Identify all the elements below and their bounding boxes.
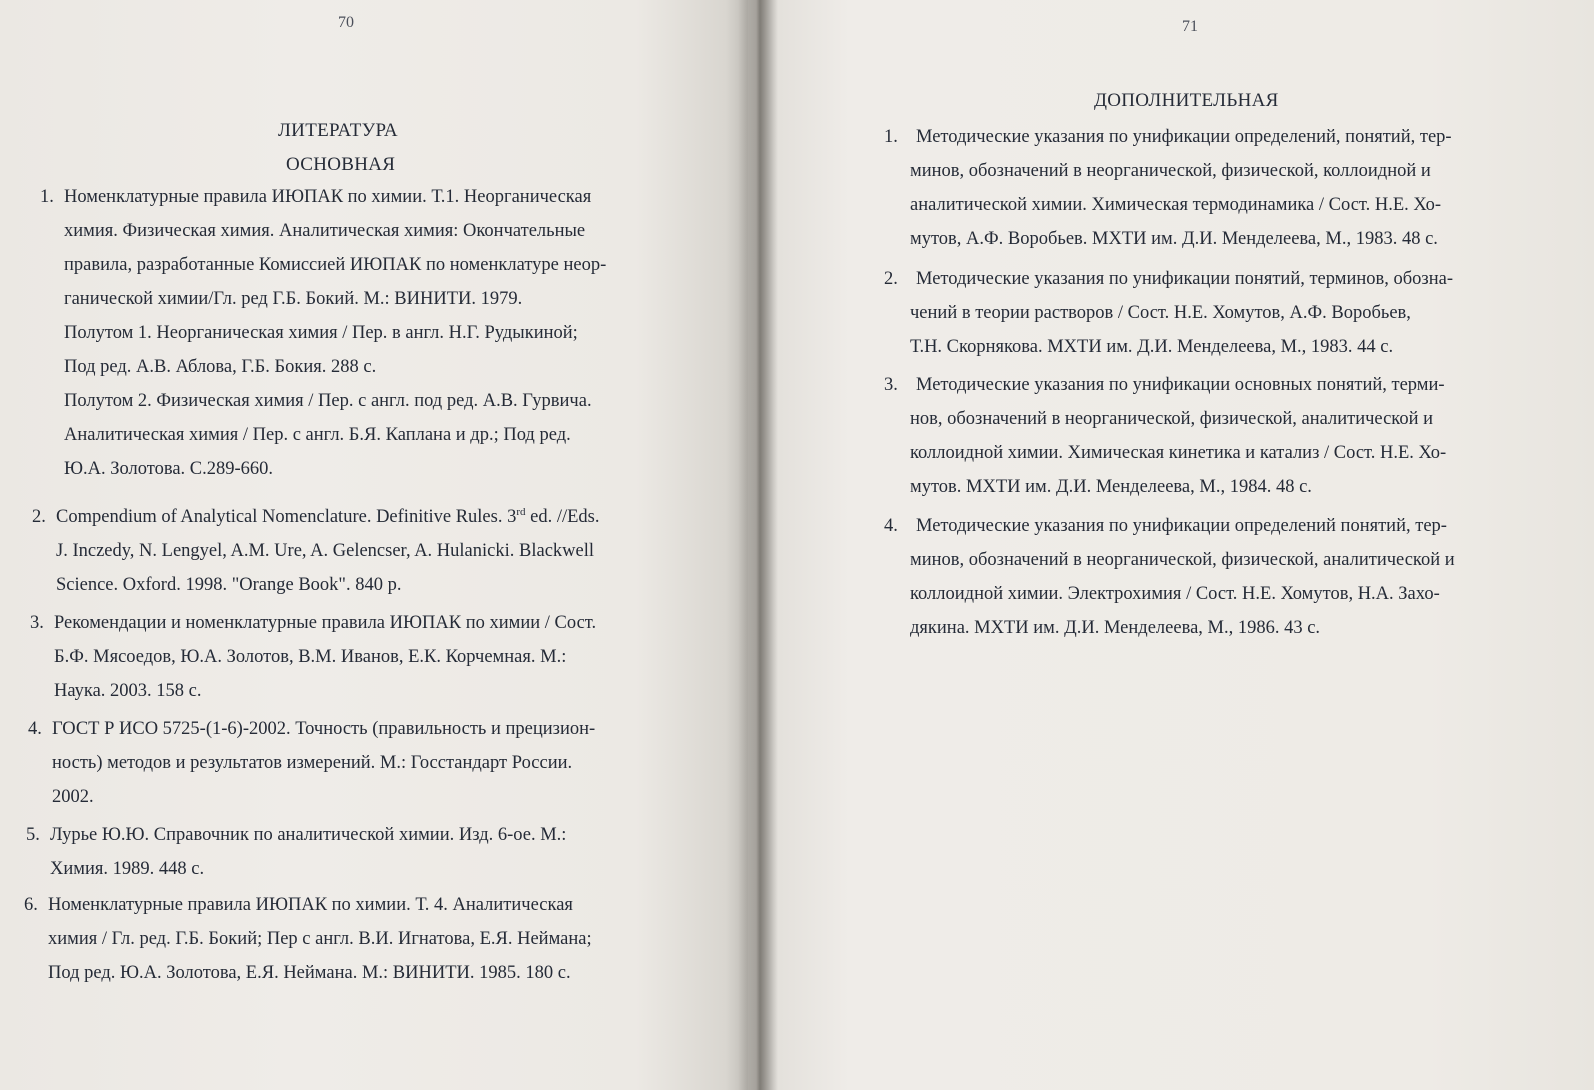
- reference-item: [32, 500, 722, 605]
- reference-line: ганической химии/Гл. ред Г.Б. Бокий. М.: ВИНИТИ. 1979.: [64, 289, 523, 309]
- reference-line: ГОСТ Р ИСО 5725-(1-6)-2002. Точность (правильность и прецизион-: [52, 719, 596, 739]
- reference-line: Методические указания по унификации определений понятий, тер-: [916, 516, 1447, 536]
- reference-line: Ю.А. Золотова. С.289-660.: [64, 459, 274, 479]
- reference-line: коллоидной химии. Химическая кинетика и катализ / Сост. Н.Е. Хо-: [910, 443, 1447, 463]
- reference-number: 2.: [32, 507, 46, 527]
- reference-line: Под ред. Ю.А. Золотова, Е.Я. Неймана. М.: ВИНИТИ. 1985. 180 с.: [48, 963, 571, 983]
- reference-line: коллоидной химии. Электрохимия / Сост. Н.Е. Хомутов, Н.А. Захо-: [910, 584, 1440, 604]
- reference-line: [56, 500, 600, 534]
- reference-item: [884, 509, 1584, 649]
- reference-number: 4.: [28, 719, 42, 739]
- reference-number: 5.: [26, 825, 40, 845]
- reference-line: дякина. МХТИ им. Д.И. Менделеева, М., 1986. 43 с.: [910, 618, 1321, 638]
- reference-item: [26, 818, 716, 888]
- left-page: [0, 0, 748, 1090]
- reference-line: Лурье Ю.Ю. Справочник по аналитической химии. Изд. 6-ое. М.:: [50, 825, 567, 845]
- reference-line: Под ред. А.В. Аблова, Г.Б. Бокия. 288 с.: [64, 357, 377, 377]
- reference-line: минов, обозначений в неорганической, физической, коллоидной и: [910, 161, 1431, 181]
- reference-line: Б.Ф. Мясоедов, Ю.А. Золотов, В.М. Иванов, Е.К. Корчемная. М.:: [54, 647, 567, 667]
- reference-number: 6.: [24, 895, 38, 915]
- reference-item: [30, 606, 720, 711]
- reference-item: [884, 120, 1584, 260]
- reference-line: Т.Н. Скорнякова. МХТИ им. Д.И. Менделеева, М., 1983. 44 с.: [910, 337, 1394, 357]
- reference-line: минов, обозначений в неорганической, физической, аналитической и: [910, 550, 1455, 570]
- reference-line: нов, обозначений в неорганической, физической, аналитической и: [910, 409, 1434, 429]
- book-gutter: [738, 0, 778, 1090]
- reference-item: [884, 262, 1584, 367]
- page-number-left: 70: [338, 14, 354, 31]
- reference-number: 4.: [884, 516, 898, 536]
- reference-line: Рекомендации и номенклатурные правила ИЮПАК по химии / Сост.: [54, 613, 597, 633]
- reference-line: Полутом 2. Физическая химия / Пер. с англ. под ред. А.В. Гурвича.: [64, 391, 592, 411]
- reference-line: Полутом 1. Неорганическая химия / Пер. в англ. Н.Г. Рудыкиной;: [64, 323, 578, 343]
- reference-line: Аналитическая химия / Пер. с англ. Б.Я. Каплана и др.; Под ред.: [64, 425, 571, 445]
- reference-line: аналитической химии. Химическая термодинамика / Сост. Н.Е. Хо-: [910, 195, 1442, 215]
- reference-line: ность) методов и результатов измерений. М.: Госстандарт России.: [52, 753, 573, 773]
- reference-line: химия / Гл. ред. Г.Б. Бокий; Пер с англ. В.И. Игнатова, Е.Я. Неймана;: [48, 929, 592, 949]
- main-references-subtitle: ОСНОВНАЯ: [286, 154, 396, 175]
- reference-line: J. Inczedy, N. Lengyel, A.M. Ure, A. Gelencser, A. Hulanicki. Blackwell: [56, 541, 595, 561]
- page-number-right: 71: [1182, 18, 1198, 35]
- reference-item: [884, 368, 1584, 508]
- reference-item: [40, 180, 720, 490]
- reference-line: Химия. 1989. 448 с.: [50, 859, 205, 879]
- ordinal-superscript: rd: [516, 506, 526, 518]
- reference-line: 2002.: [52, 787, 94, 807]
- reference-number: 3.: [30, 613, 44, 633]
- reference-line: Методические указания по унификации определений, понятий, тер-: [916, 127, 1452, 147]
- reference-line: правила, разработанные Комиссией ИЮПАК по номенклатуре неор-: [64, 255, 607, 275]
- reference-number: 2.: [884, 269, 898, 289]
- reference-number: 1.: [884, 127, 898, 147]
- references-title: ЛИТЕРАТУРА: [278, 120, 398, 141]
- reference-item: [24, 888, 714, 993]
- reference-line-end: ed. //Eds.: [525, 507, 600, 527]
- reference-line: мутов. МХТИ им. Д.И. Менделеева, М., 1984. 48 с.: [910, 477, 1312, 497]
- reference-line: мутов, А.Ф. Воробьев. МХТИ им. Д.И. Менделеева, М., 1983. 48 с.: [910, 229, 1438, 249]
- reference-line: Наука. 2003. 158 с.: [54, 681, 202, 701]
- reference-line: Методические указания по унификации понятий, терминов, обозна-: [916, 269, 1453, 289]
- reference-line: Science. Oxford. 1998. "Orange Book". 840 p.: [56, 575, 402, 595]
- right-page: [748, 0, 1594, 1090]
- reference-number: 1.: [40, 187, 54, 207]
- reference-line: чений в теории растворов / Сост. Н.Е. Хомутов, А.Ф. Воробьев,: [910, 303, 1411, 323]
- reference-line-start: Compendium of Analytical Nomenclature. Definitive Rules. 3: [56, 507, 517, 527]
- reference-line: Номенклатурные правила ИЮПАК по химии. Т.1. Неорганическая: [64, 187, 592, 207]
- reference-line: Методические указания по унификации основных понятий, терми-: [916, 375, 1445, 395]
- additional-references-title: ДОПОЛНИТЕЛЬНАЯ: [1094, 90, 1279, 111]
- reference-line: химия. Физическая химия. Аналитическая химия: Окончательные: [64, 221, 586, 241]
- reference-item: [28, 712, 718, 817]
- reference-number: 3.: [884, 375, 898, 395]
- reference-line: Номенклатурные правила ИЮПАК по химии. Т. 4. Аналитическая: [48, 895, 573, 915]
